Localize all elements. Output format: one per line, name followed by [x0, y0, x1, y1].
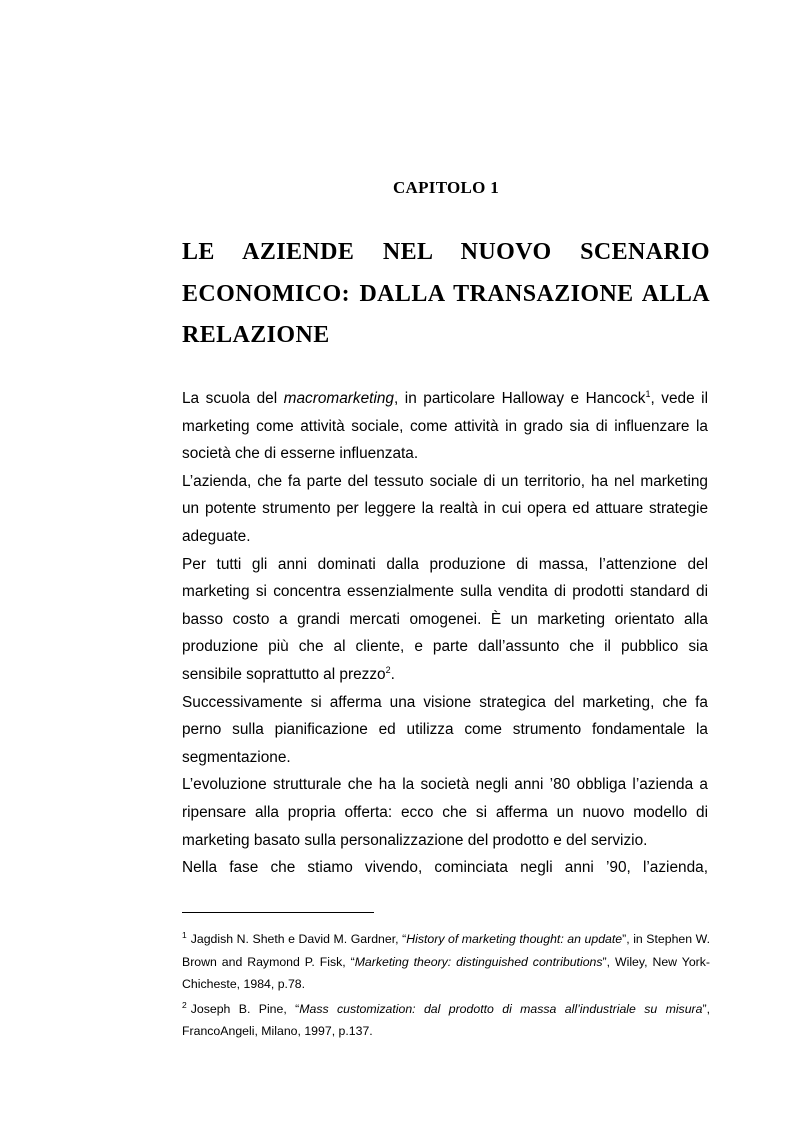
paragraph-1: La scuola del macromarketing, in particolare Halloway e Hancock$^1$, vede il marketing come attività sociale, come attività in grado sia di influenzare la società che di esserne influenzata. — [182, 388, 709, 463]
footnote-number: 2 — [182, 999, 187, 1010]
paragraph-2: L’azienda, che fa parte del tessuto sociale di un territorio, ha nel marketing un potente strumento per leggere la realtà in cui opera ed attuare strategie adeguate. — [182, 472, 708, 545]
paragraph-5: L’evoluzione strutturale che ha la società negli anni ’80 obbliga l’azienda a ripensare alla propria offerta: ecco che si afferma un nuovo modello di marketing basato sulla personalizzazione del prodotto e del servizio. — [182, 776, 708, 849]
paragraph-3: Per tutti gli anni dominati dalla produzione di massa, l’attenzione del marketing si concentra essenzialmente sulla vendita di prodotti standard di basso costo a grandi mercati omogenei. È un marketing orientato alla produzione più che al cliente, e parte dall’assunto che il pubblico sia sensibile soprattutto al prezzo$^2$. — [182, 555, 708, 683]
footnote-2: $^2$ Joseph B. Pine, “Mass customization: dal prodotto di massa all’industriale su misura”, FrancoAngeli, Milano, 1997, p.137. — [182, 999, 710, 1039]
footnote-number: 1 — [182, 929, 187, 940]
body-text — [182, 385, 708, 882]
footnote-ref-1: 1 — [645, 388, 651, 399]
chapter-title: LE AZIENDE NEL NUOVO SCENARIO ECONOMICO: DALLA TRANSAZIONE ALLA RELAZIONE — [182, 239, 710, 348]
paragraph-4: Successivamente si afferma una visione strategica del marketing, che fa perno sulla pianificazione ed utilizza come strumento fondamentale la segmentazione. — [182, 693, 708, 766]
footnote-ref-2: 2 — [385, 664, 391, 675]
footnotes — [182, 928, 710, 1045]
italic-term: macromarketing — [283, 390, 394, 407]
paragraph-6: Nella fase che stiamo vivendo, cominciata negli anni ’90, l’azienda, — [182, 859, 708, 877]
footnote-separator — [182, 912, 374, 913]
footnote-1: $^1$ Jagdish N. Sheth e David M. Gardner, “History of marketing thought: an update”, in Stephen W. Brown and Raymond P. Fisk, “Marketing theory: distinguished contributions”, Wiley, New York-Chicheste, 1984, p.78. — [182, 929, 711, 992]
chapter-label: CAPITOLO 1 — [392, 178, 500, 197]
